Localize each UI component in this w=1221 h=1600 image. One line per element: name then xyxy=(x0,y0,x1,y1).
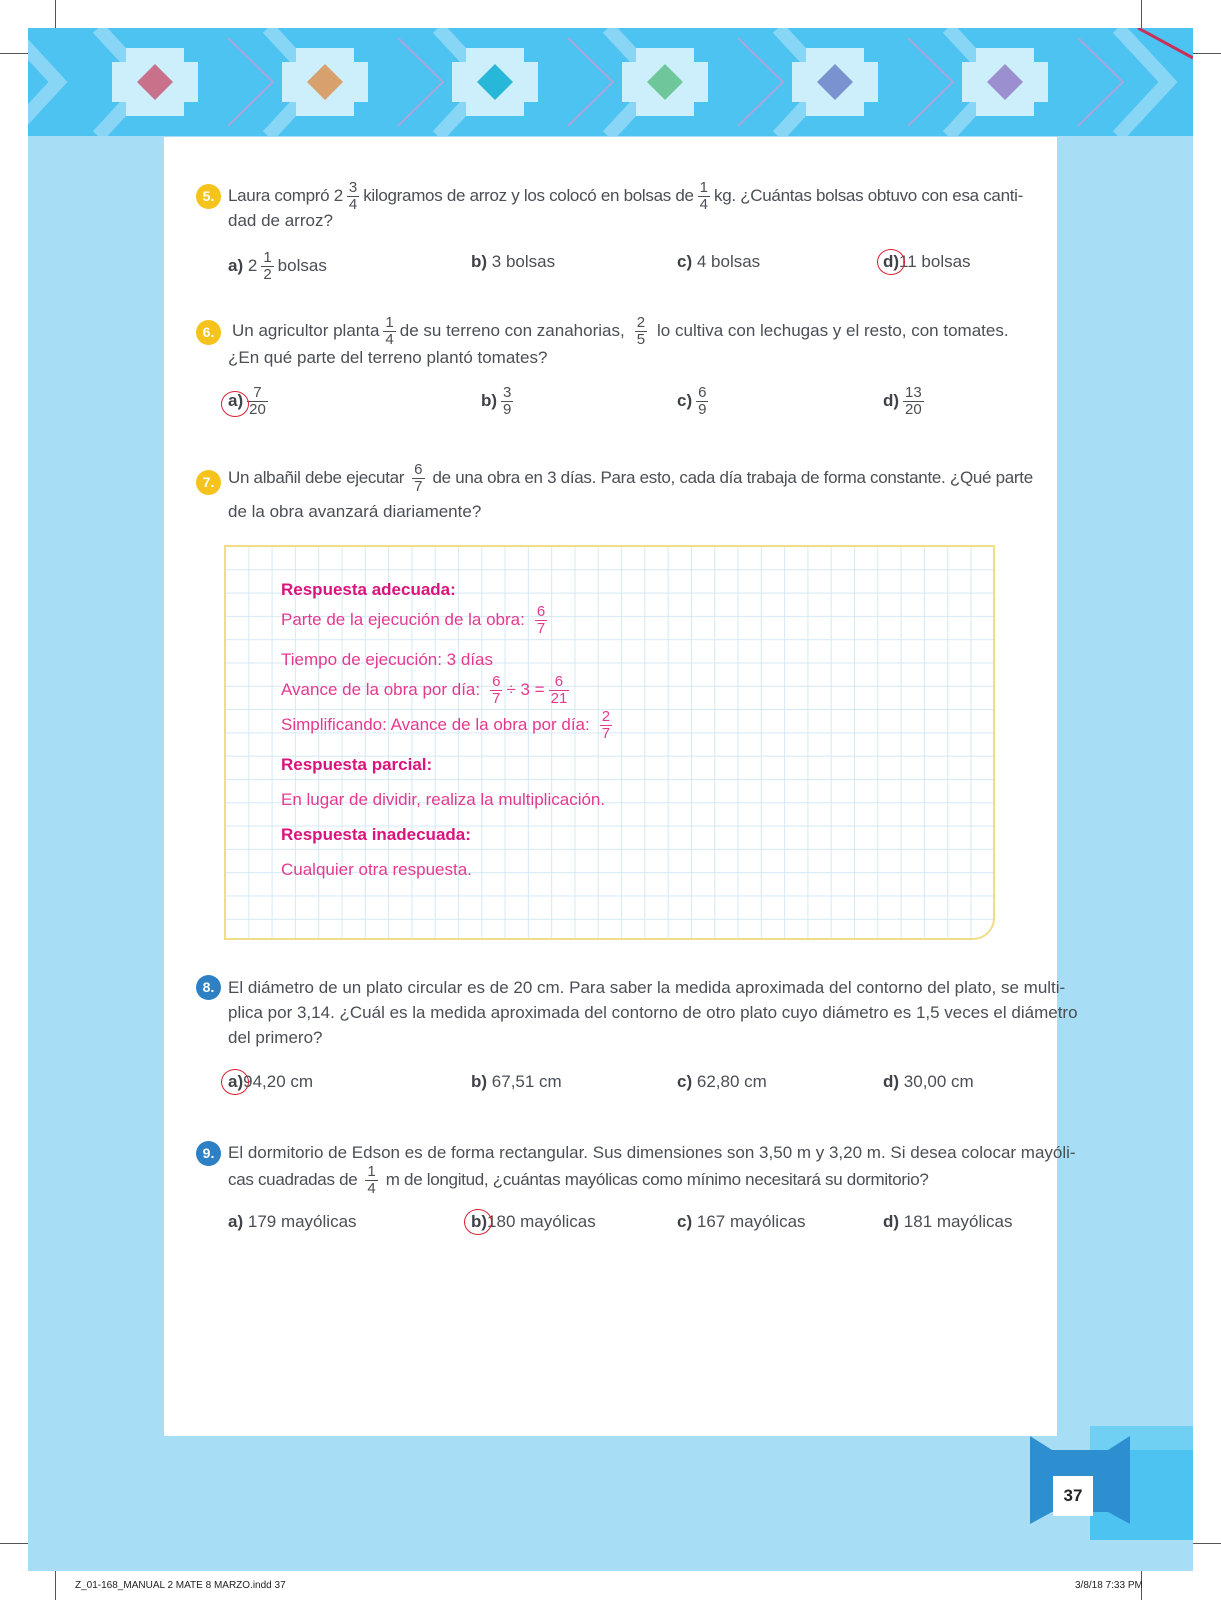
answer-circle-mark xyxy=(221,1069,249,1095)
answer-circle-mark xyxy=(877,249,905,275)
fraction: $\frac{2}{7}$ xyxy=(601,708,611,742)
answer-line: Avance de la obra por día: $\frac{6}{7}$ ÷ 3 = $\frac{6}{21}$ xyxy=(281,673,568,707)
question-number-badge: 7. xyxy=(196,470,221,495)
answer-line: En lugar de dividir, realiza la multiplicación. xyxy=(281,790,606,809)
fraction: $\frac{6}{7}$ xyxy=(492,673,501,707)
fraction: $\frac{1}{2}$ xyxy=(263,249,272,283)
question-9-text-line2: cas cuadradas de $\frac{1}{4}$ m de longitud, ¿cuántas mayólicas como mínimo necesitará su dormitorio? xyxy=(228,1163,929,1197)
question-7-text-line2: de la obra avanzará diariamente? xyxy=(228,502,482,521)
question-number-badge: 6. xyxy=(196,320,221,345)
option-d[interactable]: d) 181 mayólicas xyxy=(883,1212,1013,1231)
answer-circle-mark xyxy=(221,391,249,417)
question-8-text: El diámetro de un plato circular es de 20 cm. Para saber la medida aproximada del contorno del plato, se multi- xyxy=(228,978,1066,997)
crop-mark xyxy=(1193,53,1221,54)
crop-mark xyxy=(0,1543,28,1544)
fraction: $\frac{13}{20}$ xyxy=(905,384,922,418)
question-8-text-line3: del primero? xyxy=(228,1028,323,1047)
fraction: $\frac{2}{5}$ xyxy=(636,314,646,348)
option-d[interactable]: d)11 bolsas xyxy=(883,252,971,271)
answer-circle-mark xyxy=(464,1209,492,1235)
decorative-header-band xyxy=(28,28,1193,136)
option-b[interactable]: b) 67,51 cm xyxy=(471,1072,562,1091)
fraction: $\frac{1}{4}$ xyxy=(385,314,394,348)
fraction: $\frac{6}{21}$ xyxy=(550,673,568,707)
option-b[interactable]: b) $\frac{3}{9}$ xyxy=(481,384,512,418)
answer-heading-inadequate: Respuesta inadecuada: xyxy=(281,825,471,844)
fraction: $\frac{6}{7}$ xyxy=(414,461,423,495)
crop-mark xyxy=(0,53,28,54)
fraction: $\frac{3}{4}$ xyxy=(348,179,358,213)
question-8-text-line2: plica por 3,14. ¿Cuál es la medida aproximada del contorno de otro plato cuyo diámetro es 1,5 veces el diámetro xyxy=(228,1003,1078,1022)
option-c[interactable]: c) 62,80 cm xyxy=(677,1072,767,1091)
question-7-text: Un albañil debe ejecutar $\frac{6}{7}$ de una obra en 3 días. Para esto, cada día trabaja de forma constante. ¿Qué parte xyxy=(228,461,1033,495)
crop-mark xyxy=(1193,1543,1221,1544)
fraction: $\frac{1}{4}$ xyxy=(699,179,709,213)
fraction: $\frac{3}{9}$ xyxy=(503,384,512,418)
answer-line: Simplificando: Avance de la obra por día: $\frac{2}{7}$ xyxy=(281,708,611,742)
option-c[interactable]: c) 167 mayólicas xyxy=(677,1212,806,1231)
question-6-text-line2: ¿En qué parte del terreno plantó tomates? xyxy=(228,348,548,367)
question-number-badge: 8. xyxy=(196,975,221,1000)
question-6-text: Un agricultor planta $\frac{1}{4}$ de su terreno con zanahorias, $\frac{2}{5}$ lo cultiva con lechugas y el resto, con tomates. xyxy=(232,314,1009,348)
option-d[interactable]: d) 30,00 cm xyxy=(883,1072,974,1091)
option-a[interactable]: a)94,20 cm xyxy=(228,1072,314,1091)
option-c[interactable]: c) $\frac{6}{9}$ xyxy=(677,384,707,418)
answer-line: Parte de la ejecución de la obra: $\frac{6}{7}$ xyxy=(281,603,546,637)
option-a[interactable]: a) 2 $\frac{1}{2}$ bolsas xyxy=(228,249,327,283)
option-a[interactable]: a) $\frac{7}{20}$ xyxy=(228,384,266,418)
option-d[interactable]: d) $\frac{13}{20}$ xyxy=(883,384,922,418)
fraction: $\frac{6}{7}$ xyxy=(536,603,546,637)
answer-heading-adequate: Respuesta adecuada: xyxy=(281,580,456,599)
answer-line: Tiempo de ejecución: 3 días xyxy=(281,650,493,669)
answer-line: Cualquier otra respuesta. xyxy=(281,860,472,879)
crop-mark xyxy=(1141,0,1142,28)
fraction: $\frac{6}{9}$ xyxy=(698,384,707,418)
answer-heading-partial: Respuesta parcial: xyxy=(281,755,433,774)
page-number: 37 xyxy=(1053,1476,1093,1516)
question-number-badge: 5. xyxy=(196,184,221,209)
crop-mark xyxy=(55,1571,56,1600)
question-5-text: Laura compró 2 $\frac{3}{4}$ kilogramos de arroz y los colocó en bolsas de $\frac{1}{4}$ kg. ¿Cuántas bolsas obtuvo con esa canti- xyxy=(228,179,1024,213)
option-b[interactable]: b) 3 bolsas xyxy=(471,252,556,271)
fraction: $\frac{7}{20}$ xyxy=(249,384,266,418)
question-5-text-line2: dad de arroz? xyxy=(228,211,333,230)
option-c[interactable]: c) 4 bolsas xyxy=(677,252,761,271)
question-9-text: El dormitorio de Edson es de forma rectangular. Sus dimensiones son 3,50 m y 3,20 m. Si desea colocar mayóli- xyxy=(228,1143,1076,1162)
crop-mark xyxy=(55,0,56,28)
fraction: $\frac{1}{4}$ xyxy=(367,1163,376,1197)
footer-file-info: Z_01-168_MANUAL 2 MATE 8 MARZO.indd 37 xyxy=(75,1580,286,1591)
question-number-badge: 9. xyxy=(196,1141,221,1166)
footer-timestamp: 3/8/18 7:33 PM xyxy=(1075,1580,1143,1591)
option-a[interactable]: a) 179 mayólicas xyxy=(228,1212,357,1231)
option-b[interactable]: b)180 mayólicas xyxy=(471,1212,596,1231)
pattern-graphic xyxy=(28,28,1193,136)
